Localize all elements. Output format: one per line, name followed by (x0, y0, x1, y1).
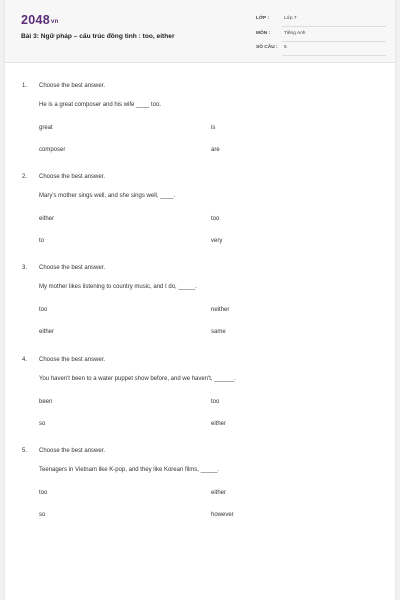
worksheet-page (5, 0, 395, 600)
answer-option-a[interactable]: been (39, 399, 53, 405)
meta-subject-label: MÔN : (256, 31, 271, 36)
question-stem: Teenagers in Vietnam like K-pop, and they like Korean films, _____. (39, 467, 219, 473)
answer-option-c[interactable]: either (39, 329, 55, 335)
answer-option-a[interactable]: too (39, 490, 48, 496)
logo-main: 2048 (21, 13, 51, 27)
question-stem: My mother likes listening to country music, and I do, _____. (39, 284, 197, 290)
answer-option-c[interactable]: so (39, 512, 46, 518)
answer-option-c[interactable]: composer (39, 147, 66, 153)
question-number: 1. (22, 83, 28, 89)
answer-option-d[interactable]: are (211, 147, 220, 153)
answer-option-a[interactable]: great (39, 125, 53, 131)
question-number: 2. (22, 174, 28, 180)
question-stem: He is a great composer and his wife ____ too. (39, 102, 162, 108)
answer-option-d[interactable]: either (211, 421, 227, 427)
answer-option-d[interactable]: same (211, 329, 226, 335)
answer-option-b[interactable]: either (211, 490, 227, 496)
answer-option-c[interactable]: to (39, 238, 45, 244)
meta-grade (256, 13, 386, 27)
meta-subject (256, 28, 386, 42)
logo-suffix: vn (51, 19, 59, 25)
page-title: Bài 3: Ngữ pháp – cấu trúc đồng tình : too, either (21, 33, 175, 40)
site-logo[interactable] (21, 13, 59, 27)
answer-option-a[interactable]: too (39, 307, 48, 313)
question-number: 4. (22, 357, 28, 363)
meta-count-value: 5 (284, 45, 287, 50)
answer-option-d[interactable]: however (211, 512, 234, 518)
question-prompt: Choose the best answer. (39, 265, 106, 271)
question-prompt: Choose the best answer. (39, 83, 106, 89)
meta-divider (282, 55, 386, 56)
question-prompt: Choose the best answer. (39, 174, 106, 180)
answer-option-b[interactable]: too (211, 216, 220, 222)
answer-option-b[interactable]: neither (211, 307, 230, 313)
question-prompt: Choose the best answer. (39, 448, 106, 454)
question-number: 5. (22, 448, 28, 454)
answer-option-a[interactable]: either (39, 216, 55, 222)
meta-question-count (256, 42, 386, 56)
answer-option-d[interactable]: very (211, 238, 223, 244)
meta-count-label: SỐ CÂU : (256, 45, 278, 50)
answer-option-c[interactable]: so (39, 421, 46, 427)
question-number: 3. (22, 265, 28, 271)
worksheet-header (5, 0, 395, 63)
meta-subject-value: Tiếng Anh (284, 31, 306, 36)
answer-option-b[interactable]: is (211, 125, 216, 131)
meta-divider (282, 26, 386, 27)
answer-option-b[interactable]: too (211, 399, 220, 405)
meta-grade-label: LỚP : (256, 16, 270, 21)
question-prompt: Choose the best answer. (39, 357, 106, 363)
question-stem: You haven't been to a water puppet show before, and we haven't, ______. (39, 376, 236, 382)
meta-grade-value: Lớp 7 (284, 16, 297, 21)
question-stem: Mary's mother sings well, and she sings well, ____. (39, 193, 176, 199)
